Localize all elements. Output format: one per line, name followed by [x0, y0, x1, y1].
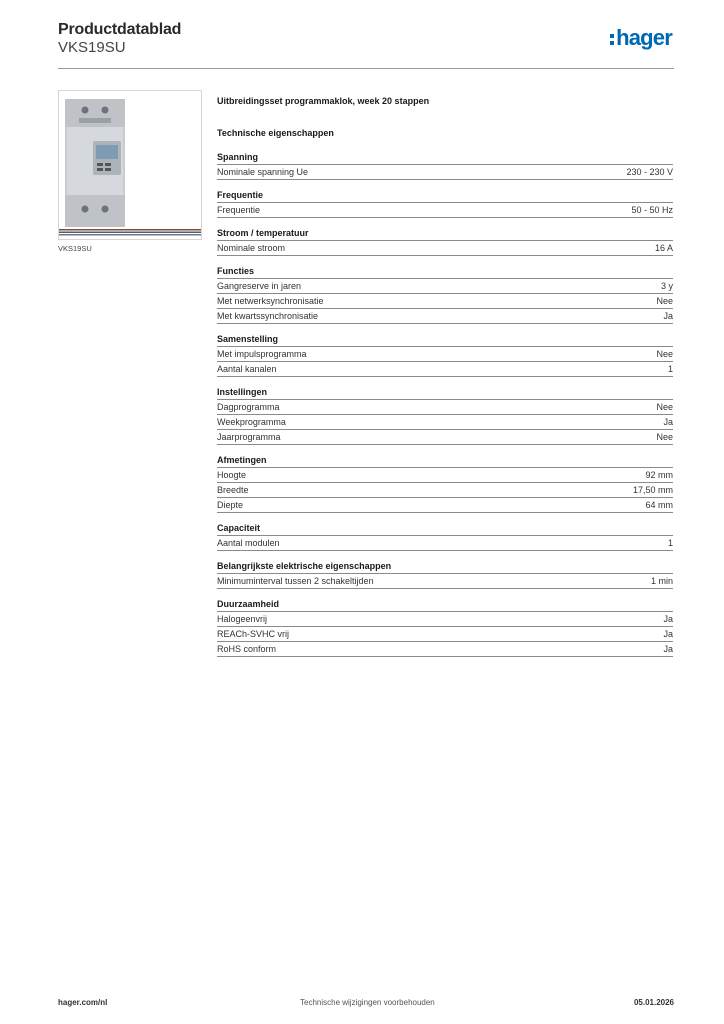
section-title: Belangrijkste elektrische eigenschappen — [217, 561, 392, 571]
spec-row — [217, 482, 673, 497]
spec-label: Hoogte — [217, 470, 247, 480]
spec-section — [217, 151, 673, 180]
image-caption: VKS19SU — [58, 244, 92, 253]
footer-website: hager.com/nl — [58, 998, 108, 1007]
document-title: Productdatablad — [58, 21, 182, 38]
spec-value: Nee — [656, 402, 673, 412]
spec-row — [217, 346, 673, 361]
section-title: Frequentie — [217, 190, 264, 200]
spec-section — [217, 265, 673, 324]
product-code: VKS19SU — [58, 39, 126, 56]
hager-logo — [610, 26, 672, 52]
section-title: Capaciteit — [217, 523, 261, 533]
section-title: Duurzaamheid — [217, 599, 280, 609]
spec-label: Dagprogramma — [217, 402, 280, 412]
spec-row — [217, 641, 673, 657]
section-title: Instellingen — [217, 387, 268, 397]
spec-row — [217, 429, 673, 445]
spec-label: Breedte — [217, 485, 249, 495]
spec-label: RoHS conform — [217, 644, 277, 654]
spec-row — [217, 202, 673, 218]
technical-properties-title: Technische eigenschappen — [217, 128, 334, 138]
spec-label: Aantal modulen — [217, 538, 280, 548]
spec-row — [217, 467, 673, 482]
footer-disclaimer: Technische wijzigingen voorbehouden — [300, 998, 435, 1007]
spec-section — [217, 454, 673, 513]
spec-section — [217, 560, 673, 589]
spec-row — [217, 497, 673, 513]
spec-row — [217, 240, 673, 256]
spec-label: Met netwerksynchronisatie — [217, 296, 324, 306]
spec-value: 92 mm — [645, 470, 673, 480]
spec-row — [217, 535, 673, 551]
section-title: Afmetingen — [217, 455, 267, 465]
spec-row — [217, 308, 673, 324]
spec-value: Ja — [663, 311, 673, 321]
spec-label: Nominale stroom — [217, 243, 286, 253]
spec-label: Jaarprogramma — [217, 432, 281, 442]
footer-date: 05.01.2026 — [633, 998, 674, 1007]
section-title: Spanning — [217, 152, 258, 162]
logo-dots-icon — [610, 34, 614, 45]
spec-label: Weekprogramma — [217, 417, 286, 427]
spec-value: 1 — [667, 364, 673, 374]
spec-section — [217, 189, 673, 218]
spec-label: Met kwartssynchronisatie — [217, 311, 319, 321]
spec-value: Ja — [663, 644, 673, 654]
spec-value: 17,50 mm — [632, 485, 673, 495]
spec-value: 16 A — [654, 243, 673, 253]
spec-value: 1 min — [650, 576, 673, 586]
spec-value: 1 — [667, 538, 673, 548]
spec-section — [217, 227, 673, 256]
spec-value: Nee — [656, 432, 673, 442]
spec-row — [217, 626, 673, 641]
spec-label: REACh-SVHC vrij — [217, 629, 290, 639]
spec-label: Halogeenvrij — [217, 614, 268, 624]
spec-row — [217, 293, 673, 308]
timer-module-icon — [59, 91, 201, 239]
spec-value: Ja — [663, 629, 673, 639]
spec-label: Gangreserve in jaren — [217, 281, 302, 291]
spec-sections — [217, 151, 673, 657]
spec-content — [217, 96, 673, 666]
spec-row — [217, 573, 673, 589]
spec-section — [217, 386, 673, 445]
section-title: Functies — [217, 266, 255, 276]
spec-value: Ja — [663, 614, 673, 624]
section-title: Samenstelling — [217, 334, 279, 344]
spec-row — [217, 164, 673, 180]
spec-section — [217, 333, 673, 377]
spec-label: Diepte — [217, 500, 244, 510]
page-footer — [58, 998, 674, 1010]
spec-label: Frequentie — [217, 205, 261, 215]
spec-value: Nee — [656, 349, 673, 359]
spec-section — [217, 598, 673, 657]
spec-value: Nee — [656, 296, 673, 306]
spec-label: Met impulsprogramma — [217, 349, 307, 359]
logo-text: hager — [616, 25, 672, 50]
spec-row — [217, 414, 673, 429]
spec-row — [217, 611, 673, 626]
spec-row — [217, 399, 673, 414]
spec-value: 230 - 230 V — [626, 167, 673, 177]
product-description: Uitbreidingsset programmaklok, week 20 stappen — [217, 96, 430, 106]
product-image — [58, 90, 202, 240]
section-title: Stroom / temperatuur — [217, 228, 309, 238]
spec-value: 64 mm — [645, 500, 673, 510]
page-header — [58, 20, 674, 70]
spec-row — [217, 278, 673, 293]
spec-value: Ja — [663, 417, 673, 427]
spec-row — [217, 361, 673, 377]
spec-label: Nominale spanning Ue — [217, 167, 309, 177]
spec-value: 50 - 50 Hz — [631, 205, 673, 215]
header-divider — [58, 68, 674, 69]
spec-label: Minimuminterval tussen 2 schakeltijden — [217, 576, 374, 586]
spec-value: 3 y — [660, 281, 673, 291]
spec-section — [217, 522, 673, 551]
spec-label: Aantal kanalen — [217, 364, 277, 374]
